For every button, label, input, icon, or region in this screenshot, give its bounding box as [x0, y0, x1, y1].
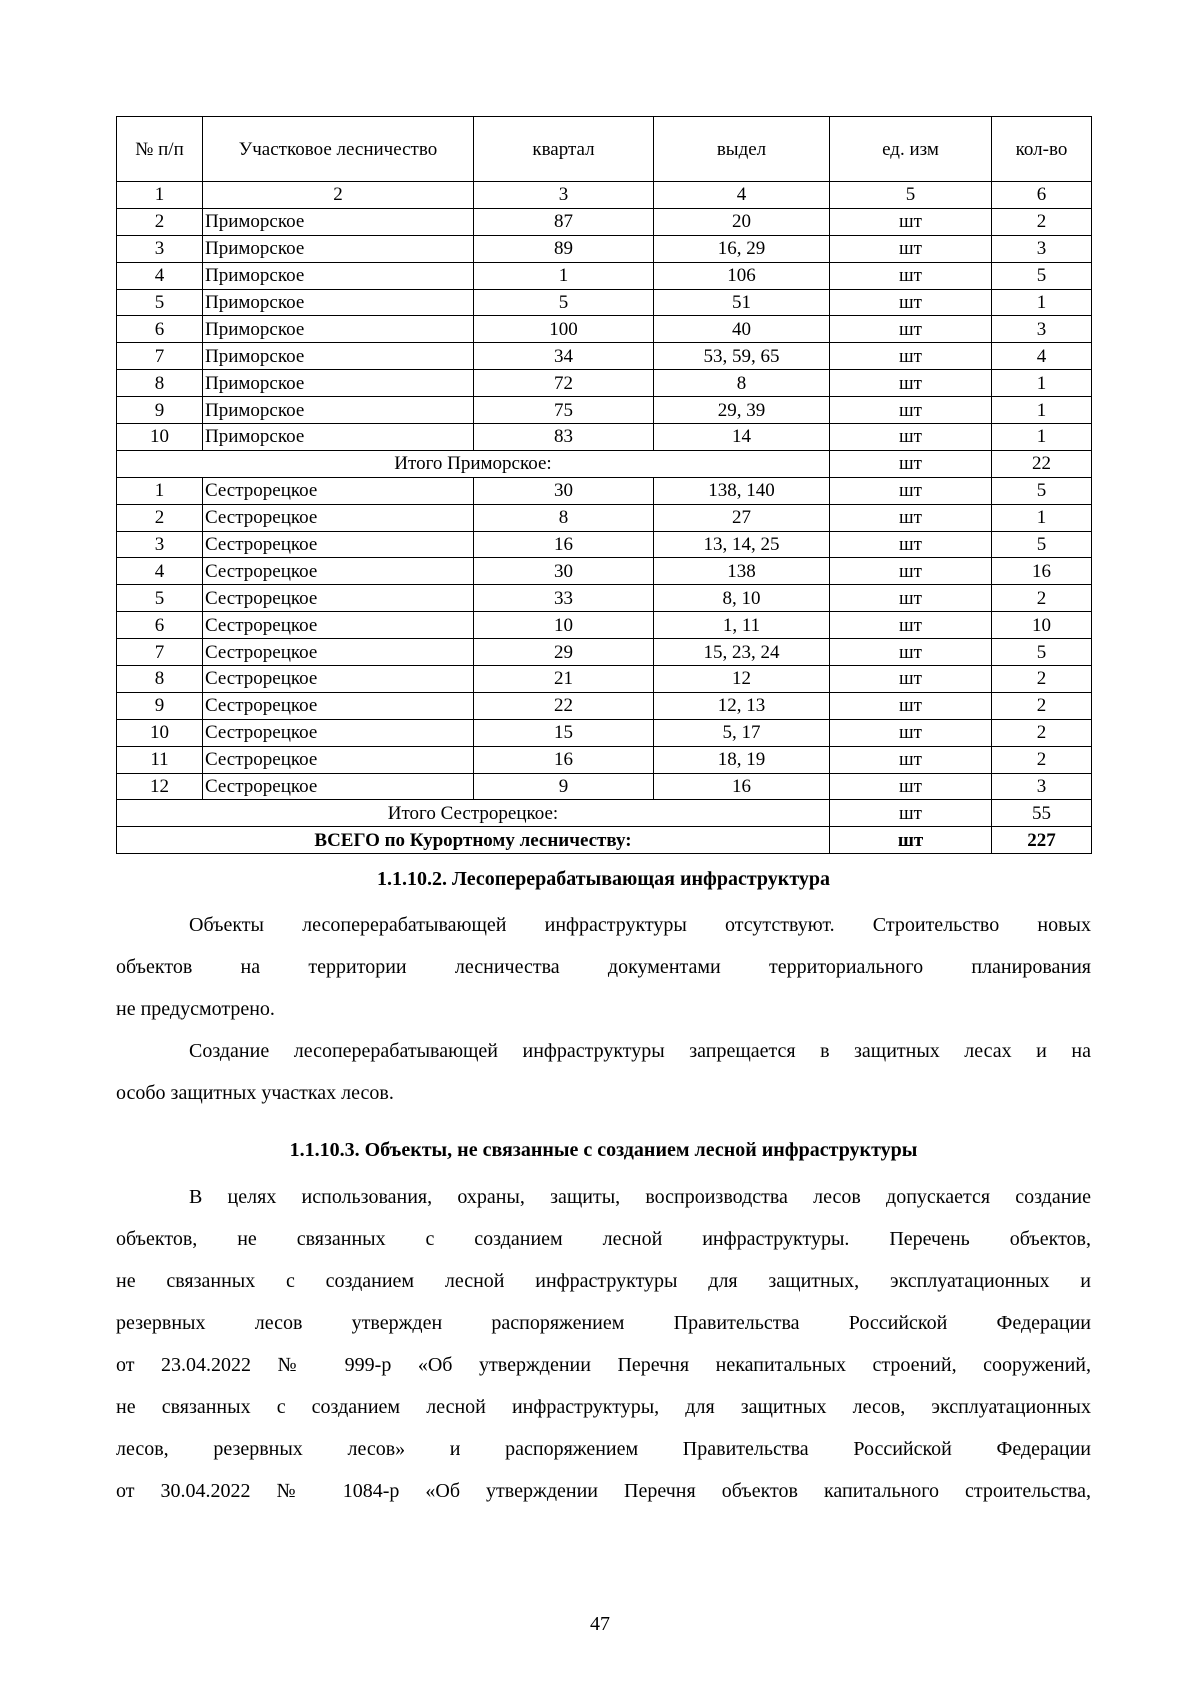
table-cell: 15	[474, 719, 654, 746]
table-cell: 34	[474, 343, 654, 370]
total-unit: шт	[830, 450, 992, 477]
table-cell: шт	[830, 666, 992, 693]
table-cell: 2	[117, 504, 203, 531]
table-cell: 75	[474, 397, 654, 424]
table-row	[117, 666, 1092, 693]
header-allotment: выдел	[654, 117, 830, 182]
text-line: объектов на территории лесничества документами территориального планирования	[116, 956, 1091, 978]
table-cell: Сестрорецкое	[203, 558, 474, 585]
table-cell: Приморское	[203, 208, 474, 235]
table-cell: 1, 11	[654, 612, 830, 639]
table-cell: 2	[992, 692, 1092, 719]
text-line: не связанных с созданием лесной инфраструктуры для защитных, эксплуатационных и	[116, 1270, 1091, 1292]
table-cell: шт	[830, 504, 992, 531]
table-cell: 4	[117, 558, 203, 585]
table-cell: 4	[117, 262, 203, 289]
table-row	[117, 477, 1092, 504]
table-cell: 9	[117, 397, 203, 424]
table-cell: 3	[117, 531, 203, 558]
processing-paragraph-2	[116, 1030, 1091, 1114]
text-line: не предусмотрено.	[116, 998, 275, 1020]
total-row	[117, 800, 1092, 827]
table-cell: Сестрорецкое	[203, 477, 474, 504]
header-district: Участковое лесничество	[203, 117, 474, 182]
table-cell: 3	[992, 316, 1092, 343]
table-cell: Приморское	[203, 316, 474, 343]
table-cell: шт	[830, 612, 992, 639]
text-line: Создание лесоперерабатывающей инфраструктуры запрещается в защитных лесах и на	[189, 1040, 1091, 1062]
table-cell: 5	[992, 531, 1092, 558]
table-cell: 3	[474, 182, 654, 209]
table-cell: 3	[992, 235, 1092, 262]
table-cell: 22	[474, 692, 654, 719]
table-cell: 14	[654, 424, 830, 451]
table-cell: 89	[474, 235, 654, 262]
table-cell: 10	[117, 719, 203, 746]
table-cell: 30	[474, 558, 654, 585]
table-cell: Сестрорецкое	[203, 773, 474, 800]
table-cell: 13, 14, 25	[654, 531, 830, 558]
table-cell: 5	[992, 477, 1092, 504]
table-cell: шт	[830, 208, 992, 235]
table-cell: 1	[117, 182, 203, 209]
header-unit: ед. изм	[830, 117, 992, 182]
page-number: 47	[590, 1613, 610, 1635]
total-label: Итого Приморское:	[117, 450, 830, 477]
table-cell: 53, 59, 65	[654, 343, 830, 370]
table-cell: Сестрорецкое	[203, 531, 474, 558]
table-cell: 106	[654, 262, 830, 289]
table-cell: 5	[474, 289, 654, 316]
table-cell: 12	[654, 666, 830, 693]
text-line: В целях использования, охраны, защиты, воспроизводства лесов допускается создание	[189, 1186, 1091, 1208]
total-unit: шт	[830, 827, 992, 854]
table-cell: шт	[830, 343, 992, 370]
table-cell: 6	[117, 612, 203, 639]
table-cell: 3	[992, 773, 1092, 800]
non-infrastructure-paragraph	[116, 1176, 1091, 1512]
table-cell: 12, 13	[654, 692, 830, 719]
table-cell: шт	[830, 746, 992, 773]
table-cell: Приморское	[203, 343, 474, 370]
table-header-row	[117, 117, 1092, 182]
table-cell: 10	[474, 612, 654, 639]
table-cell: шт	[830, 531, 992, 558]
table-cell: 1	[474, 262, 654, 289]
table-row	[117, 316, 1092, 343]
table-cell: шт	[830, 424, 992, 451]
table-cell: 87	[474, 208, 654, 235]
table-cell: 2	[117, 208, 203, 235]
table-cell: 20	[654, 208, 830, 235]
table-row	[117, 370, 1092, 397]
table-row	[117, 235, 1092, 262]
table-cell: Приморское	[203, 397, 474, 424]
table-cell: 16	[992, 558, 1092, 585]
table-row	[117, 585, 1092, 612]
text-line: объектов, не связанных с созданием лесной инфраструктуры. Перечень объектов,	[116, 1228, 1091, 1250]
table-row	[117, 424, 1092, 451]
table-cell: шт	[830, 585, 992, 612]
total-unit: шт	[830, 800, 992, 827]
table-cell: 5	[992, 262, 1092, 289]
table-cell: Приморское	[203, 289, 474, 316]
table-cell: Сестрорецкое	[203, 585, 474, 612]
table-cell: 16	[474, 531, 654, 558]
table-cell: 1	[992, 424, 1092, 451]
header-num: № п/п	[117, 117, 203, 182]
table-row	[117, 773, 1092, 800]
text-line: от 23.04.2022 № 999-р «Об утверждении Перечня некапитальных строений, сооружений,	[116, 1354, 1091, 1376]
table-cell: 2	[992, 746, 1092, 773]
table-cell: Сестрорецкое	[203, 746, 474, 773]
table-row	[117, 692, 1092, 719]
table-cell: шт	[830, 639, 992, 666]
total-qty: 22	[992, 450, 1092, 477]
table-cell: 5, 17	[654, 719, 830, 746]
table-cell: 29, 39	[654, 397, 830, 424]
column-number-row	[117, 182, 1092, 209]
table-cell: 6	[117, 316, 203, 343]
table-cell: 12	[117, 773, 203, 800]
table-cell: Сестрорецкое	[203, 639, 474, 666]
table-cell: 8	[117, 666, 203, 693]
text-line: резервных лесов утвержден распоряжением Правительства Российской Федерации	[116, 1312, 1091, 1334]
table-cell: 5	[117, 585, 203, 612]
table-cell: 8	[117, 370, 203, 397]
table-cell: 2	[992, 666, 1092, 693]
table-cell: 2	[203, 182, 474, 209]
table-cell: 33	[474, 585, 654, 612]
table-cell: 72	[474, 370, 654, 397]
table-cell: 2	[992, 719, 1092, 746]
table-cell: 29	[474, 639, 654, 666]
table-cell: 21	[474, 666, 654, 693]
table-cell: шт	[830, 289, 992, 316]
table-cell: 4	[654, 182, 830, 209]
text-line: лесов, резервных лесов» и распоряжением Правительства Российской Федерации	[116, 1438, 1091, 1460]
table-cell: 27	[654, 504, 830, 531]
table-row	[117, 719, 1092, 746]
table-cell: 1	[992, 504, 1092, 531]
total-label: Итого Сестрорецкое:	[117, 800, 830, 827]
total-row	[117, 827, 1092, 854]
table-cell: Приморское	[203, 262, 474, 289]
text-line: особо защитных участках лесов.	[116, 1082, 394, 1104]
table-cell: 51	[654, 289, 830, 316]
processing-paragraph-1	[116, 904, 1091, 1030]
table-row	[117, 343, 1092, 370]
table-cell: шт	[830, 477, 992, 504]
text-line: Объекты лесоперерабатывающей инфраструктуры отсутствуют. Строительство новых	[189, 914, 1091, 936]
table-cell: шт	[830, 397, 992, 424]
table-body	[117, 182, 1092, 854]
table-cell: шт	[830, 558, 992, 585]
table-row	[117, 558, 1092, 585]
table-cell: Сестрорецкое	[203, 666, 474, 693]
table-cell: Сестрорецкое	[203, 612, 474, 639]
table-cell: шт	[830, 692, 992, 719]
table-cell: 5	[992, 639, 1092, 666]
table-cell: 5	[117, 289, 203, 316]
table-cell: 5	[830, 182, 992, 209]
table-cell: 3	[117, 235, 203, 262]
total-row	[117, 450, 1092, 477]
table-cell: шт	[830, 370, 992, 397]
total-qty: 55	[992, 800, 1092, 827]
table-row	[117, 504, 1092, 531]
text-line: не связанных с созданием лесной инфраструктуры, для защитных лесов, эксплуатационных	[116, 1396, 1091, 1418]
section-heading-processing: 1.1.10.2. Лесоперерабатывающая инфраструктура	[376, 868, 831, 890]
header-qty: кол-во	[992, 117, 1092, 182]
table-cell: 8	[474, 504, 654, 531]
section-heading-non-infrastructure: 1.1.10.3. Объекты, не связанные с созданием лесной инфраструктуры	[289, 1139, 918, 1161]
table-cell: шт	[830, 773, 992, 800]
table-cell: шт	[830, 719, 992, 746]
table-cell: 18, 19	[654, 746, 830, 773]
table-cell: Сестрорецкое	[203, 692, 474, 719]
table-cell: 4	[992, 343, 1092, 370]
table-cell: шт	[830, 235, 992, 262]
table-row	[117, 397, 1092, 424]
table-cell: 15, 23, 24	[654, 639, 830, 666]
total-label: ВСЕГО по Курортному лесничеству:	[117, 827, 830, 854]
table-cell: Сестрорецкое	[203, 719, 474, 746]
table-cell: 1	[992, 370, 1092, 397]
total-qty: 227	[992, 827, 1092, 854]
table-cell: 138, 140	[654, 477, 830, 504]
table-cell: 16	[474, 746, 654, 773]
table-cell: 30	[474, 477, 654, 504]
table-cell: 7	[117, 639, 203, 666]
table-cell: 138	[654, 558, 830, 585]
table-row	[117, 262, 1092, 289]
table-cell: 83	[474, 424, 654, 451]
table-cell: Приморское	[203, 370, 474, 397]
table-cell: 16	[654, 773, 830, 800]
table-cell: Приморское	[203, 424, 474, 451]
table-cell: 1	[992, 397, 1092, 424]
table-cell: 9	[474, 773, 654, 800]
table-row	[117, 612, 1092, 639]
table-cell: 1	[117, 477, 203, 504]
text-line: от 30.04.2022 № 1084-р «Об утверждении Перечня объектов капитального строительства,	[116, 1480, 1091, 1502]
table-cell: 2	[992, 585, 1092, 612]
table-row	[117, 289, 1092, 316]
header-quarter: квартал	[474, 117, 654, 182]
table-cell: 10	[992, 612, 1092, 639]
table-cell: 16, 29	[654, 235, 830, 262]
table-cell: шт	[830, 262, 992, 289]
table-cell: 40	[654, 316, 830, 343]
table-cell: 1	[992, 289, 1092, 316]
table-row	[117, 746, 1092, 773]
table-cell: шт	[830, 316, 992, 343]
infrastructure-table	[116, 116, 1092, 854]
table-cell: 2	[992, 208, 1092, 235]
table-cell: 10	[117, 424, 203, 451]
table-cell: 6	[992, 182, 1092, 209]
table-row	[117, 208, 1092, 235]
table-cell: Приморское	[203, 235, 474, 262]
table-row	[117, 639, 1092, 666]
table-cell: 9	[117, 692, 203, 719]
table-cell: Сестрорецкое	[203, 504, 474, 531]
table-cell: 8, 10	[654, 585, 830, 612]
table-row	[117, 531, 1092, 558]
table-cell: 11	[117, 746, 203, 773]
table-cell: 8	[654, 370, 830, 397]
table-cell: 100	[474, 316, 654, 343]
table-cell: 7	[117, 343, 203, 370]
